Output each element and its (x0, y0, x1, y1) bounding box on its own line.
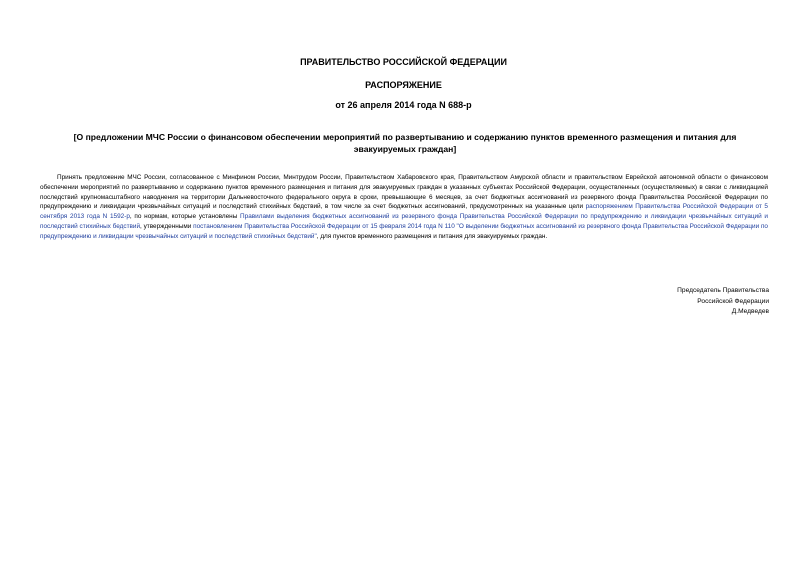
signature-position: Председатель Правительства (677, 287, 769, 294)
body-text-part-3: , утвержденными (140, 222, 194, 230)
body-paragraph (40, 173, 768, 242)
signature-country: Российской Федерации (697, 297, 769, 305)
document-type-heading: РАСПОРЯЖЕНИЕ (365, 80, 442, 90)
link-order-1592[interactable]: распоряжением Правительства Российской Федерации от 5 сентября 2013 года N 1592-р (40, 203, 768, 221)
signature-block (677, 286, 769, 318)
body-text-part-1: Принять предложение МЧС России, согласованное с Минфином России, Минтрудом России, Правительством Хабаровского края, Правительством Амурской области и правительством Еврейской автономной области о финансовом обеспечении мероприятий по развертыванию и содержанию пунктов временного размещения и питания для эвакуируемых граждан в указанных субъектах Российской Федерации, осуществленных (осуществляемых) в связи с ликвидацией последствий крупномасштабного наводнения на территории Дальневосточного федерального округа в сроки, превышающие 6 месяцев, за счет бюджетных ассигнований из резервного фонда Правительства Российской Федерации по предупреждению и ликвидации чрезвычайных ситуаций и последствий стихийных бедствий, в том числе за счет бюджетных ассигнований, предусмотренных на указанные цели (40, 174, 768, 211)
link-resolution-110[interactable]: постановлением Правительства Российской Федерации от 15 февраля 2014 года N 110 "О выделении бюджетных ассигнований из резервного фонда Правительства Российской Федерации по предупреждению и ликвидации чрезвычайных ситуаций и последствий стихийных бедствий" (40, 222, 768, 240)
document-title: [О предложении МЧС России о финансовом обеспечении мероприятий по развертыванию и содержанию пунктов временного размещения и питания для эвакуируемых граждан] (73, 132, 737, 154)
organization-heading: ПРАВИТЕЛЬСТВО РОССИЙСКОЙ ФЕДЕРАЦИИ (300, 57, 507, 67)
body-text-part-2: , по нормам, которые установлены (129, 213, 241, 221)
link-budget-rules[interactable]: Правилами выделения бюджетных ассигнований из резервного фонда Правительства Российской Федерации по предупреждению и ликвидации чрезвычайных ситуаций и последствий стихийных бедствий (40, 213, 768, 230)
body-text-part-4: , для пунктов временного размещения и питания для эвакуируемых граждан. (316, 232, 548, 240)
signature-name: Д.Медведев (731, 308, 769, 315)
document-date-number: от 26 апреля 2014 года N 688-р (335, 100, 472, 110)
